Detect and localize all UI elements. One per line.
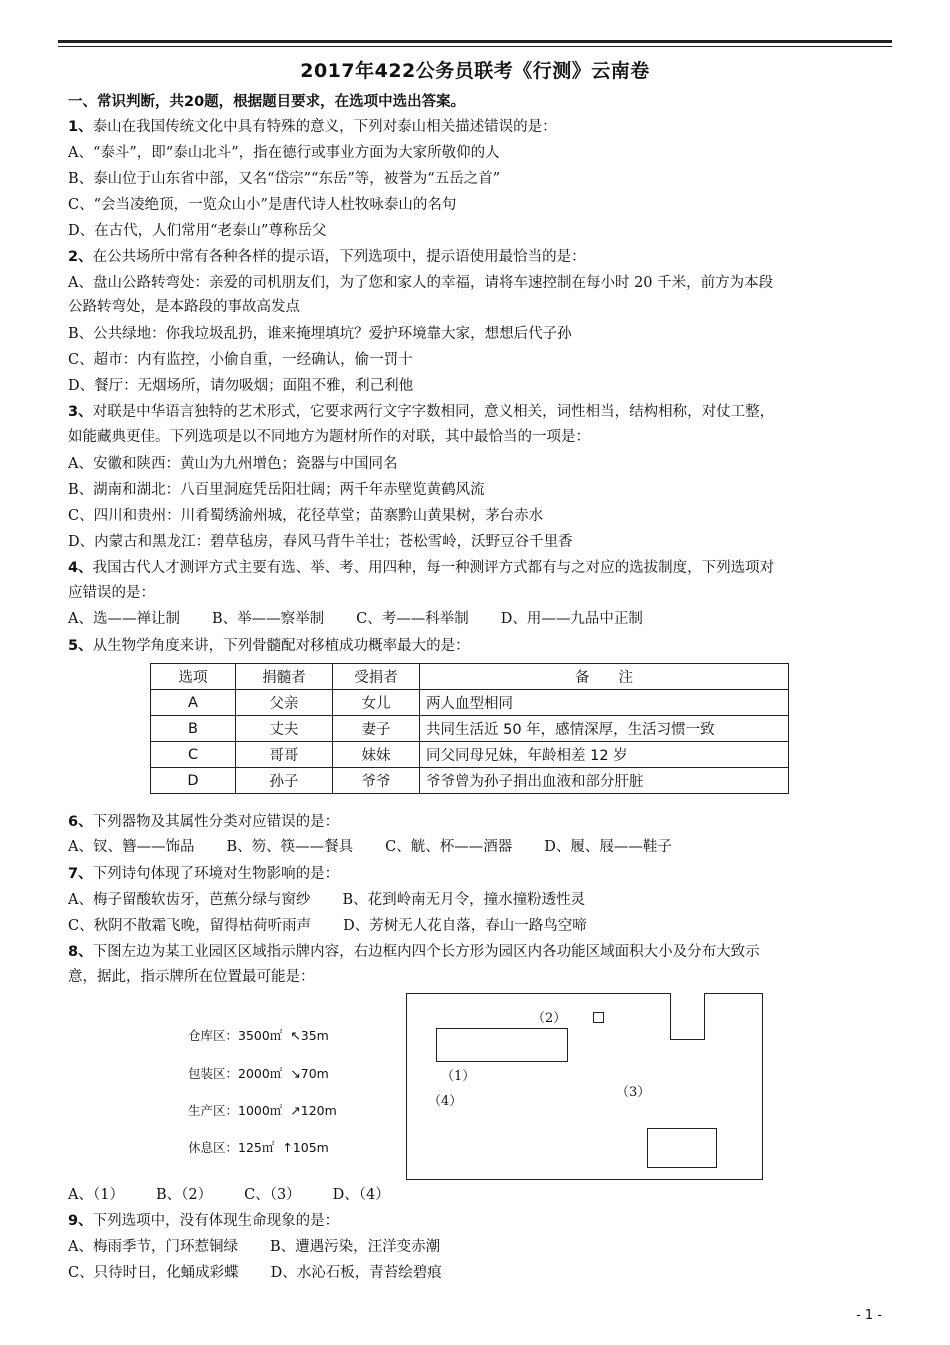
area-rect-packaging: [647, 1128, 717, 1168]
header-rule-thin: [58, 46, 892, 47]
question-text: 下图左边为某工业园区区域指示牌内容，右边框内四个长方形为园区内各功能区域面积大小及分布大致示: [92, 944, 760, 960]
question-8-stem-cont: 意，据此，指示牌所在位置最可能是：: [68, 969, 315, 985]
table-cell: 妹妹: [333, 742, 420, 768]
question-number: 3、: [68, 404, 93, 420]
question-8-stem: [68, 942, 760, 962]
table-cell: D: [151, 768, 236, 794]
option-c: C、（3）: [244, 1187, 301, 1203]
table-cell: 共同生活近 50 年，感情深厚，生活习惯一致: [420, 716, 789, 742]
option-a: A、钗、簪——饰品: [68, 839, 195, 855]
question-number: 4、: [68, 560, 93, 576]
column-header: 选项: [151, 664, 236, 690]
table-row: [151, 742, 789, 768]
question-3-stem-cont: 如能藏典更佳。下列选项是以不同地方为题材所作的对联，其中最恰当的一项是：: [68, 429, 590, 445]
sign-entry: [188, 1064, 329, 1082]
table-cell: 爷爷: [333, 768, 420, 794]
option-c: C、“会当凌绝顶，一览众山小”是唐代诗人杜牧咏泰山的名句: [68, 197, 457, 213]
question-text: 从生物学角度来讲，下列骨髓配对移植成功概率最大的是：: [92, 638, 470, 654]
page-number: - 1 -: [856, 1308, 882, 1323]
question-number: 9、: [68, 1213, 93, 1229]
question-1-stem: [68, 117, 557, 137]
table-cell: 哥哥: [236, 742, 333, 768]
option-b: B、湖南和湖北：八百里洞庭凭岳阳壮阔；两千年赤壁览黄鹤风流: [68, 482, 485, 498]
table-row: [151, 768, 789, 794]
map-label-4: （4）: [428, 1094, 463, 1109]
question-5-stem: [68, 636, 470, 656]
option-b: B、遭遇污染，汪洋变赤潮: [269, 1239, 441, 1255]
map-label-1: （1）: [441, 1069, 476, 1084]
sign-entry: [188, 1138, 329, 1156]
table-cell: 父亲: [236, 690, 333, 716]
question-text: 我国古代人才测评方式主要有选、举、考、用四种，每一种测评方式都有与之对应的选拔制度，下列选项对: [92, 560, 775, 576]
sign-direction: ↖35m: [290, 1028, 329, 1043]
option-c: C、超市：内有监控，小偷自重，一经确认，偷一罚十: [68, 352, 413, 368]
question-text: 泰山在我国传统文化中具有特殊的意义，下列对泰山相关描述错误的是：: [92, 119, 557, 135]
table-header-row: [151, 664, 789, 690]
option-d: D、用——九品中正制: [500, 611, 643, 627]
sign-area: 仓库区：3500㎡: [188, 1028, 283, 1043]
options-row: [68, 1237, 472, 1257]
question-text: 下列器物及其属性分类对应错误的是：: [92, 814, 340, 830]
option-d: D、水沁石板，青苔绘碧痕: [270, 1265, 442, 1281]
option-c: C、秋阴不散霜飞晚，留得枯荷听雨声: [68, 918, 312, 934]
option-c: C、考——科举制: [356, 611, 469, 627]
option-a: A、（1）: [68, 1187, 124, 1203]
area-rect-warehouse: [436, 1028, 568, 1062]
section-heading: 一、常识判断，共20题，根据题目要求，在选项中选出答案。: [68, 94, 466, 110]
option-a: A、“泰斗”，即“泰山北斗”，指在德行或事业方面为大家所敬仰的人: [68, 145, 500, 161]
option-c: C、四川和贵州：川肴蜀绣渝州城，花径草堂；苗寨黔山黄果树，茅台赤水: [68, 508, 544, 524]
question-number: 7、: [68, 866, 93, 882]
option-d: D、（4）: [332, 1187, 390, 1203]
table-cell: 同父同母兄妹，年龄相差 12 岁: [420, 742, 789, 768]
question-number: 8、: [68, 944, 93, 960]
map-label-2: （2）: [532, 1011, 567, 1026]
option-a: A、选——禅让制: [68, 611, 180, 627]
sign-direction: ↘70m: [290, 1066, 329, 1081]
table-cell: 两人血型相同: [420, 690, 789, 716]
table-row: [151, 716, 789, 742]
page-title: 2017年422公务员联考《行测》云南卷: [300, 60, 650, 82]
area-rect-production: [670, 993, 705, 1040]
table-cell: 丈夫: [236, 716, 333, 742]
table-cell: C: [151, 742, 236, 768]
sign-area: 休息区：125㎡: [188, 1140, 275, 1155]
question-7-stem: [68, 864, 339, 884]
question-6-stem: [68, 812, 339, 832]
question-number: 5、: [68, 638, 93, 654]
option-a: A、盘山公路转弯处：亲爱的司机朋友们，为了您和家人的幸福，请将车速控制在每小时 20 千米，前方为本段: [68, 275, 774, 291]
sign-direction: ↗120m: [290, 1103, 337, 1118]
table-cell: B: [151, 716, 236, 742]
question-4-stem: [68, 558, 774, 578]
column-header: 受捐者: [333, 664, 420, 690]
question-number: 6、: [68, 814, 93, 830]
donor-table: [150, 663, 789, 794]
table-cell: A: [151, 690, 236, 716]
question-9-stem: [68, 1211, 339, 1231]
sign-area: 生产区：1000㎡: [188, 1103, 283, 1118]
table-cell: 妻子: [333, 716, 420, 742]
options-row: [68, 1263, 474, 1283]
option-c: C、觥、杯——酒器: [385, 839, 513, 855]
option-d: D、餐厅：无烟场所，请勿吸烟；面阻不雅，利己利他: [68, 378, 414, 394]
question-number: 1、: [68, 119, 93, 135]
options-row: [68, 916, 619, 936]
question-number: 2、: [68, 249, 93, 265]
question-3-stem: [68, 402, 774, 422]
sign-entry: [188, 1101, 337, 1119]
option-b: B、公共绿地：你我垃圾乱扔，谁来掩埋填坑？爱护环境靠大家，想想后代子孙: [68, 326, 572, 342]
option-c: C、只待时日，化蛹成彩蝶: [68, 1265, 239, 1281]
options-row: [68, 1185, 422, 1205]
options-row: [68, 837, 704, 857]
column-header: 捐髓者: [236, 664, 333, 690]
header-rule: [58, 40, 892, 43]
table-row: [151, 690, 789, 716]
sign-area: 包装区：2000㎡: [188, 1066, 283, 1081]
option-b: B、花到岭南无月令，撞水撞粉透性灵: [342, 892, 586, 908]
area-rect-rest: [593, 1012, 604, 1023]
sign-entry: [188, 1026, 329, 1044]
option-b: B、（2）: [155, 1187, 213, 1203]
option-d: D、在古代，人们常用“老泰山”尊称岳父: [68, 223, 327, 239]
option-d: D、履、屐——鞋子: [544, 839, 672, 855]
option-b: B、举——察举制: [211, 611, 325, 627]
question-text: 在公共场所中常有各种各样的提示语，下列选项中，提示语使用最恰当的是：: [92, 249, 586, 265]
options-row: [68, 609, 675, 629]
question-2-stem: [68, 247, 586, 267]
table-cell: 女儿: [333, 690, 420, 716]
option-d: D、内蒙古和黑龙江：碧草毡房，春风马背牛羊壮；苍松雪岭，沃野豆谷千里香: [68, 534, 573, 550]
options-row: [68, 890, 617, 910]
column-header: 备 注: [420, 664, 789, 690]
question-4-stem-cont: 应错误的是：: [68, 585, 155, 601]
sign-direction: ↑105m: [282, 1140, 329, 1155]
option-a-cont: 公路转弯处，是本路段的事故高发点: [68, 299, 300, 315]
table-cell: 爷爷曾为孙子捐出血液和部分肝脏: [420, 768, 789, 794]
question-text: 对联是中华语言独特的艺术形式，它要求两行文字字数相同，意义相关，词性相当，结构相称，对仗工整，: [92, 404, 775, 420]
option-a: A、安徽和陕西：黄山为九州增色；瓷器与中国同名: [68, 456, 398, 472]
question-text: 下列选项中，没有体现生命现象的是：: [92, 1213, 340, 1229]
option-b: B、泰山位于山东省中部，又名“岱宗”“东岳”等，被誉为“五岳之首”: [68, 171, 501, 187]
option-a: A、梅雨季节，门环惹铜绿: [68, 1239, 238, 1255]
table-cell: 孙子: [236, 768, 333, 794]
option-d: D、芳树无人花自落，春山一路鸟空啼: [343, 918, 587, 934]
option-a: A、梅子留酸软齿牙，芭蕉分绿与窗纱: [68, 892, 311, 908]
question-text: 下列诗句体现了环境对生物影响的是：: [92, 866, 340, 882]
map-label-3: （3）: [616, 1085, 651, 1100]
option-b: B、笏、筷——餐具: [226, 839, 354, 855]
